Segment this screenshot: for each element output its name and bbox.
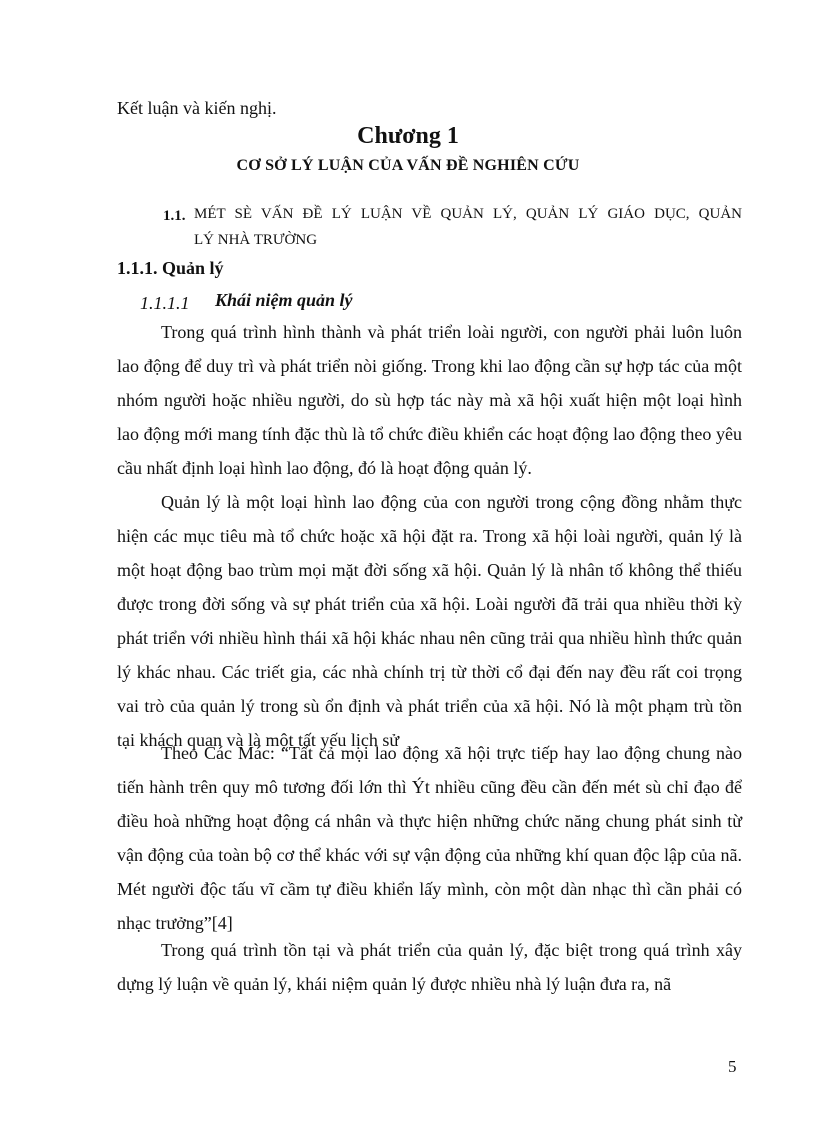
- chapter-title: Chương 1: [357, 123, 459, 149]
- subsubsection-title: Khái niệm quản lý: [215, 290, 353, 310]
- chapter-subtitle: CƠ SỞ LÝ LUẬN CỦA VẤN ĐỀ NGHIÊN CỨU: [236, 157, 580, 174]
- page-number: 5: [728, 1057, 737, 1076]
- paragraph-4: Trong quá trình tồn tại và phát triển của quản lý, đặc biệt trong quá trình xây dựng lý luận về quản lý, khái niệm quản lý được nhiều nhà lý luận đưa ra, nã: [117, 940, 742, 994]
- paragraph-3: Theo Các Mác: “Tất cả mọi lao động xã hội trực tiếp hay lao động chung nào tiến hành trên quy mô tương đối lớn thì Ýt nhiều cũng đều cần đến mét sù chỉ đạo để điều hoà những hoạt động cá nhân và thực hiện những chức năng chung phát sinh từ vận động của toàn bộ cơ thể khác với sự vận động của những khí quan độc lập của nã. Mét người độc tấu vĩ cầm tự điều khiển lấy mình, còn một dàn nhạc thì cần phải có nhạc trưởng”[4]: [117, 743, 742, 933]
- section-title-line-1: MÉT SÈ VẤN ĐỀ LÝ LUẬN VỀ QUẢN LÝ, QUẢN LÝ GIÁO DỤC, QUẢN: [194, 206, 742, 222]
- section-number: 1.1.: [163, 208, 186, 224]
- subsection-heading: 1.1.1. Quản lý: [117, 258, 224, 278]
- intro-line: Kết luận và kiến nghị.: [117, 98, 277, 118]
- subsubsection-number: 1.1.1.1: [140, 293, 190, 313]
- paragraph-2: Quản lý là một loại hình lao động của con người trong cộng đồng nhằm thực hiện các mục tiêu mà tổ chức hoặc xã hội đặt ra. Trong xã hội loài người, quản lý là một hoạt động bao trùm mọi mặt đời sống xã hội. Quản lý là nhân tố không thể thiếu được trong đời sống và sự phát triển của xã hội. Loài người đã trải qua nhiều thời kỳ phát triển với nhiều hình thái xã hội khác nhau nên cũng trải qua nhiều hình thức quản lý khác nhau. Các triết gia, các nhà chính trị từ thời cổ đại đến nay đều rất coi trọng vai trò của quản lý trong sù ổn định và phát triển của xã hội. Nó là một phạm trù tồn tại khách quan và là một tất yếu lịch sử: [117, 492, 742, 750]
- section-title-line-2: LÝ NHÀ TRƯỜNG: [194, 232, 318, 248]
- paragraph-1: Trong quá trình hình thành và phát triển loài người, con người phải luôn luôn lao động để duy trì và phát triển nòi giống. Trong khi lao động cần sự hợp tác của một nhóm người hoặc nhiều người, do sù hợp tác này mà xã hội xuất hiện một loại hình lao động mới mang tính đặc thù là tổ chức điều khiển các hoạt động lao động theo yêu cầu nhất định loại hình lao động, đó là hoạt động quản lý.: [117, 322, 742, 478]
